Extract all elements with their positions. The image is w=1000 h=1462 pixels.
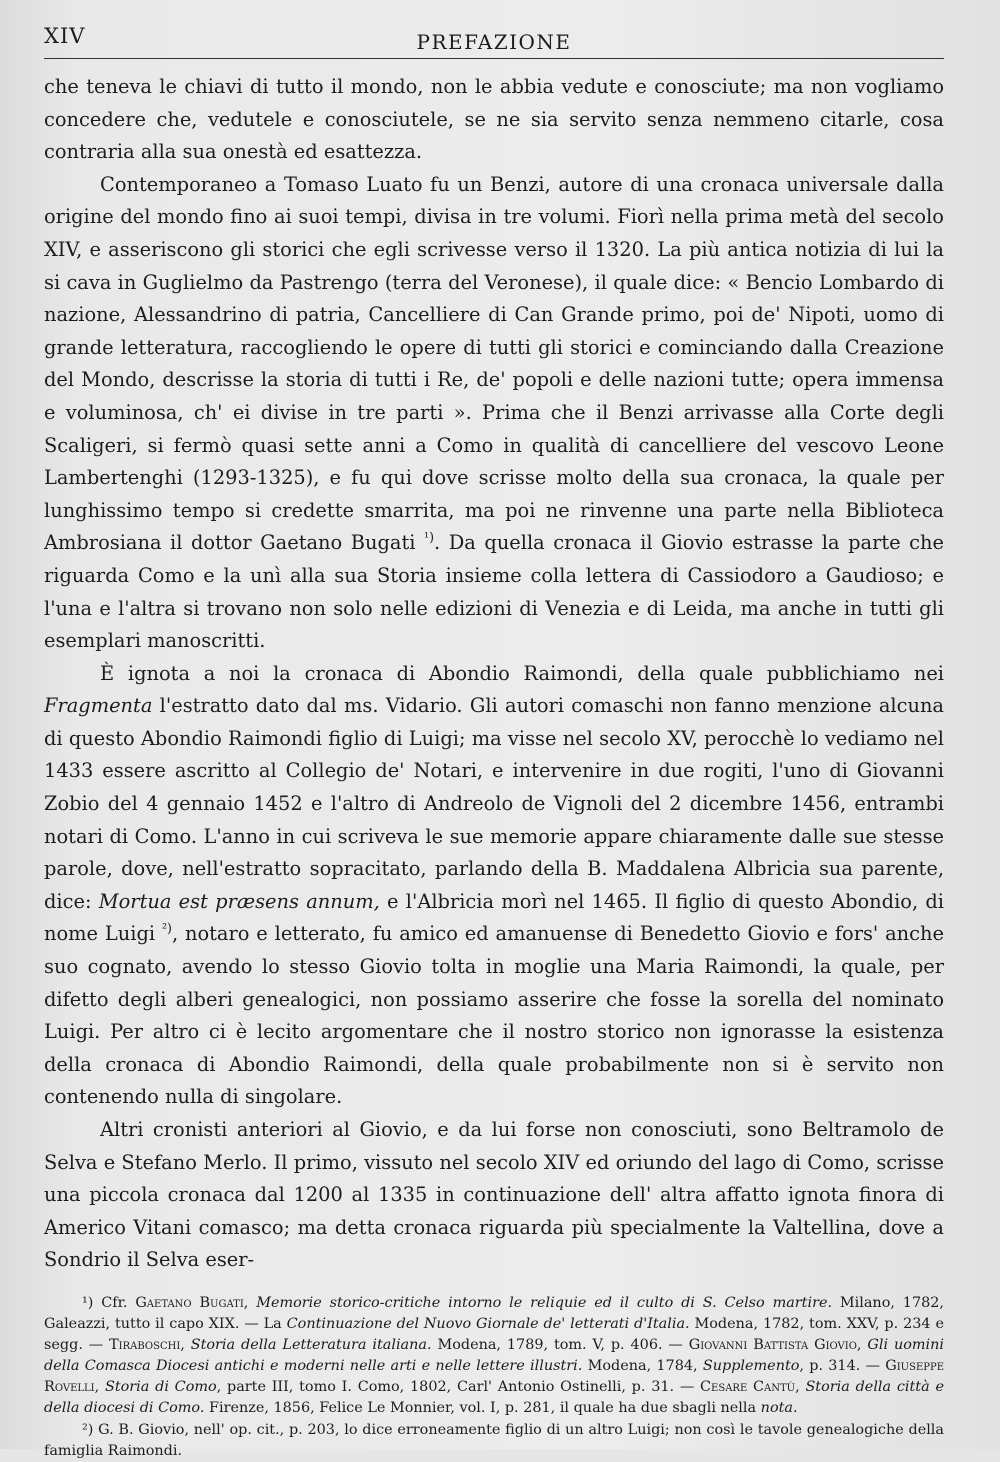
page-number: XIV xyxy=(44,24,86,48)
footnote-text: , p. 314. — xyxy=(799,1357,886,1374)
footnote-author: Giuseppe Rovelli xyxy=(44,1357,944,1395)
running-title: PREFAZIONE xyxy=(416,30,572,54)
footnote-italic: nota. xyxy=(760,1399,798,1416)
footnote-1 xyxy=(44,1293,944,1419)
footnote-2 xyxy=(44,1420,944,1462)
footnote-italic: Continuazione del Nuovo Giornale de' letterati d'Italia. xyxy=(286,1315,690,1332)
paragraph-continuation: che teneva le chiavi di tutto il mondo, non le abbia vedute e conosciute; ma non vogliamo concedere che, vedutele e conosciutele, se ne sia servito senza nemmeno citarle, cosa contraria alla sua onestà ed esattezza. xyxy=(44,75,944,164)
paragraph-text: , notaro e letterato, fu amico ed amanuense di Benedetto Giovio e fors' anche suo cognato, avendo lo stesso Giovio tolta in moglie una Maria Raimondi, la quale, per difetto degli alberi genealogici, non possiamo asserire che fosse la sorella del nominato Luigi. Per altro ci è lecito argomentare che il nostro storico non ignorasse la esistenza della cronaca di Abondio Raimondi, della quale probabilmente non si è servito non contenendo nulla di singolare. xyxy=(44,922,944,1109)
italic-title: Fragmenta xyxy=(44,694,153,718)
footnote-text: , parte III, tomo I. Como, 1802, Carl' Antonio Ostinelli, p. 31. — xyxy=(216,1378,701,1395)
footnote-text: , xyxy=(180,1336,191,1353)
footnote-text: Modena, 1789, tom. V, p. 406. — xyxy=(431,1336,689,1353)
italic-quote: Mortua est præsens annum, xyxy=(98,889,380,913)
footnote-italic: Gli uomini della Comasca Diocesi antichi e moderni nelle arti e nelle lettere illustri. xyxy=(44,1336,945,1374)
paragraph-benzi xyxy=(44,169,944,658)
body-text xyxy=(44,71,944,1277)
footnote-text: Modena, 1782, tom. XXV, p. 234 e segg. — xyxy=(44,1315,944,1353)
footnote-ref-2[interactable]: ²) xyxy=(161,920,172,936)
footnote-text: , xyxy=(243,1294,257,1311)
paragraph-raimondi xyxy=(44,658,944,1114)
footnote-text: Modena, 1784, xyxy=(582,1357,703,1374)
footnote-text: ²) G. B. Giovio, nell' op. cit., p. 203, lo dice erroneamente figlio di un altro Luigi; non così le tavole genealogiche della famiglia Raimondi. xyxy=(44,1421,944,1459)
footnote-text: ¹) Cfr. xyxy=(82,1294,136,1311)
footnote-author: Tiraboschi xyxy=(109,1336,181,1353)
footnote-author: Giovanni Battista Giovio xyxy=(688,1336,857,1353)
running-head xyxy=(44,22,944,59)
footnote-italic: Storia della città e della diocesi di Como. xyxy=(44,1378,944,1416)
paragraph-text: l'estratto dato dal ms. Vidario. Gli autori comaschi non fanno menzione alcuna di questo Abondio Raimondi figlio di Luigi; ma visse nel secolo XV, perocchè lo vediamo nel 1433 essere ascritto al Collegio de' Notari, e intervenire in due rogiti, l'uno di Giovanni Zobio del 4 gennaio 1452 e l'altro di Andreolo de Vignoli del 2 dicembre 1456, entrambi notari di Como. L'anno in cui scriveva le sue memorie appare chiaramente dalle sue stesse parole, dove, nell'estratto sopracitato, parlando della B. Maddalena Albricia sua parente, dice: xyxy=(44,694,944,913)
paragraph-text: e l'Albricia morì nel 1465. Il figlio di questo Abondio, di nome Luigi xyxy=(44,889,944,946)
footnote-author: Cesare Cantù xyxy=(700,1378,796,1395)
footnote-text: Milano, 1782, Galeazzi, tutto il capo XIX. — La xyxy=(44,1294,944,1332)
footnote-text: Firenze, 1856, Felice Le Monnier, vol. I, p. 281, il quale ha due sbagli nella xyxy=(204,1399,761,1416)
footnote-text: , xyxy=(856,1336,868,1353)
paragraph-text: È ignota a noi la cronaca di Abondio Raimondi, della quale pubblichiamo nei xyxy=(100,661,944,685)
footnote-text: , xyxy=(795,1378,806,1395)
footnote-italic: Memorie storico-critiche intorno le reliquie ed il culto di S. Celso martire. xyxy=(256,1294,833,1311)
footnote-ref-1[interactable]: ¹) xyxy=(424,529,435,545)
footnote-text: , xyxy=(94,1378,105,1395)
paragraph-text: Contemporaneo a Tomaso Luato fu un Benzi, autore di una cronaca universale dalla origine del mondo fino ai suoi tempi, divisa in tre volumi. Fiorì nella prima metà del secolo XIV, e asseriscono gli storici che egli scrivesse verso il 1320. La più antica notizia di lui la si cava in Guglielmo da Pastrengo (terra del Veronese), il quale dice: « Bencio Lombardo di nazione, Alessandrino di patria, Cancelliere di Can Grande primo, poi de' Nipoti, uomo di grande letteratura, raccogliendo le opere di tutti gli storici e cominciando dalla Creazione del Mondo, descrisse la storia di tutti i Re, de' popoli e delle nazioni tutte; opera immensa e voluminosa, ch' ei divise in tre parti ». Prima che il Benzi arrivasse alla Corte degli Scaligeri, si fermò quasi sette anni a Como in qualità di cancelliere del vescovo Leone Lambertenghi (1293-1325), e fu qui dove scrisse molto della sua cronaca, la quale per lunghissimo tempo si credette smarrita, ma poi ne rinvenne una parte nella Biblioteca Ambrosiana il dottor Gaetano Bugati xyxy=(44,172,944,555)
paragraph-cronisti: Altri cronisti anteriori al Giovio, e da lui forse non conosciuti, sono Beltramolo de Selva e Stefano Merlo. Il primo, vissuto nel secolo XIV ed oriundo del lago di Como, scrisse una piccola cronaca dal 1200 al 1335 in continuazione dell' altra affatto ignota finora di Americo Vitani comasco; ma detta cronaca riguarda più specialmente la Valtellina, dove a Sondrio il Selva eser- xyxy=(44,1118,944,1272)
footnote-italic: Storia di Como xyxy=(104,1378,217,1395)
footnote-italic: Storia della Letteratura italiana. xyxy=(190,1336,432,1353)
footnote-italic: Supplemento xyxy=(702,1357,800,1374)
footnote-author: Gaetano Bugati xyxy=(135,1294,244,1311)
footnotes xyxy=(44,1293,944,1462)
paragraph-text: . Da quella cronaca il Giovio estrasse la parte che riguarda Como e la unì alla sua Storia insieme colla lettera di Cassiodoro a Gaudioso; e l'una e l'altra si trovano non solo nelle edizioni di Venezia e di Leida, ma anche in tutti gli esemplari manoscritti. xyxy=(44,531,944,653)
